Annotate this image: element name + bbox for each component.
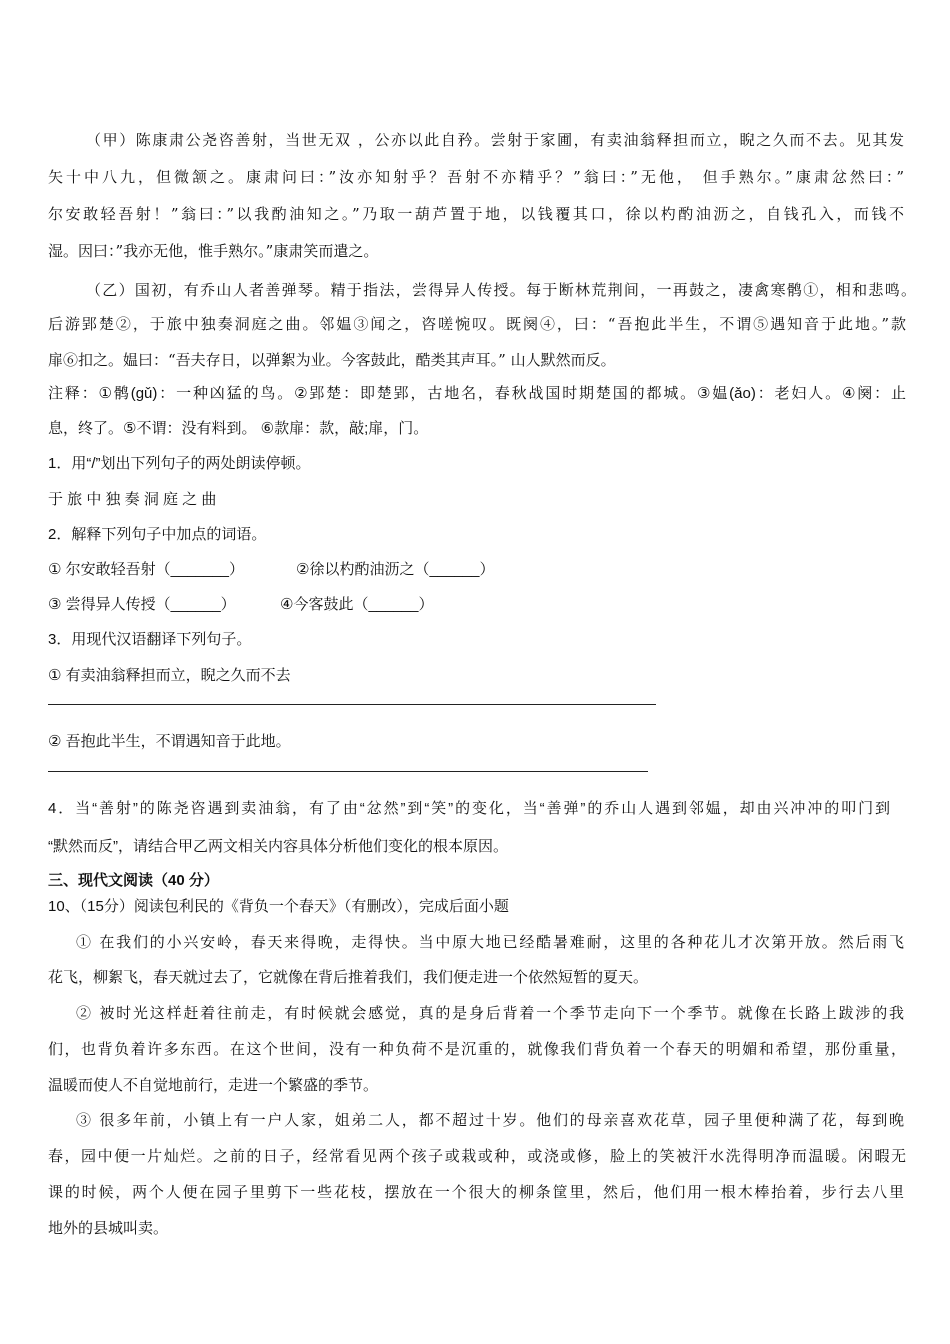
article-line: ③ 很多年前，小镇上有一户人家，姐弟二人，都不超过十岁。他们的母亲喜欢花草，园子里便种满了花，每到晚: [76, 1111, 904, 1129]
question-2-item: ②徐以杓酌油沥之（______）: [296, 561, 495, 578]
question-3: 3．用现代汉语翻译下列句子。: [48, 631, 252, 648]
passage-yi-line: （乙）国初，有乔山人者善弹琴。精于指法，尝得异人传授。每于断林荒荆间，一再鼓之，凄禽寒鹘①，相和悲鸣。: [86, 281, 916, 299]
article-line: 春，园中便一片灿烂。之前的日子，经常看见两个孩子或栽或种，或浇或修，脸上的笑被汗水洗得明净而温暖。闲暇无: [48, 1147, 906, 1165]
question-2: 2．解释下列句子中加点的词语。: [48, 526, 267, 543]
question-10: 10、（15分）阅读包利民的《背负一个春天》（有删改），完成后面小题: [48, 898, 509, 915]
question-2-item: ③ 尝得异人传授（______）: [48, 596, 236, 613]
question-4-line: 4．当“善射”的陈尧咨遇到卖油翁，有了由“忿然”到“笑”的变化，当“善弹”的乔山人遇到邻媪，却由兴冲冲的叩门到: [48, 800, 890, 817]
notes-line: 息，终了。⑤不谓：没有料到。 ⑥款扉：款，敲;扉，门。: [48, 420, 429, 437]
question-2-item: ④今客鼓此（______）: [280, 596, 434, 613]
question-4-line: “默然而反”，请结合甲乙两文相关内容具体分析他们变化的根本原因。: [48, 838, 508, 855]
notes-line: 注释：①鹘(gǔ)：一种凶猛的鸟。②郢楚：即楚郢，古地名，春秋战国时期楚国的都城。③媪(ǎo)：老妇人。④阕：止: [48, 385, 906, 402]
passage-jia-line: 湿。因曰：”我亦无他，惟手熟尔。”康肃笑而遣之。: [48, 242, 379, 260]
section-title: 三、现代文阅读（40 分）: [48, 872, 219, 889]
answer-line: [48, 704, 656, 705]
question-2-item: ① 尔安敢轻吾射（_______）: [48, 561, 245, 578]
answer-line: [48, 771, 648, 772]
passage-yi-line: 扉⑥扣之。媪曰：“吾夫存日，以弹絮为业。今客鼓此，酷类其声耳。” 山人默然而反。: [48, 351, 616, 369]
question-1-sentence: 于 旅 中 独 奏 洞 庭 之 曲: [48, 491, 217, 508]
article-line: ② 被时光这样赶着往前走，有时候就会感觉，真的是身后背着一个季节走向下一个季节。就像在长路上跋涉的我: [76, 1004, 904, 1022]
question-1: 1．用“/”划出下列句子的两处朗读停顿。: [48, 455, 311, 472]
article-line: 花飞，柳絮飞，春天就过去了，它就像在背后推着我们，我们便走进一个依然短暂的夏天。: [48, 968, 649, 986]
question-3-item: ② 吾抱此半生，不谓遇知音于此地。: [48, 733, 291, 750]
passage-jia-line: 矢十中八九，但微颔之。康肃问曰：”汝亦知射乎？吾射不亦精乎？”翁曰：”无他， 但手熟尔。”康肃忿然曰：”: [48, 168, 904, 186]
passage-yi-line: 后游郢楚②，于旅中独奏洞庭之曲。邻媪③闻之，咨嗟惋叹。既阕④，曰：“吾抱此半生，不谓⑤遇知音于此地。”款: [48, 315, 906, 333]
article-line: 地外的县城叫卖。: [48, 1219, 169, 1237]
article-line: ① 在我们的小兴安岭，春天来得晚，走得快。当中原大地已经酷暑难耐，这里的各种花儿才次第开放。然后雨飞: [76, 933, 904, 951]
passage-jia-line: （甲）陈康肃公尧咨善射，当世无双 ，公亦以此自矜。尝射于家圃，有卖油翁释担而立，睨之久而不去。见其发: [86, 131, 904, 149]
article-line: 们，也背负着许多东西。在这个世间，没有一种负荷不是沉重的，就像我们背负着一个春天的明媚和希望，那份重量，: [48, 1040, 906, 1058]
article-line: 温暖而使人不自觉地前行，走进一个繁盛的季节。: [48, 1076, 379, 1094]
passage-jia-line: 尔安敢轻吾射！”翁曰：”以我酌油知之。”乃取一葫芦置于地，以钱覆其口，徐以杓酌油沥之，自钱孔入，而钱不: [48, 205, 904, 223]
question-3-item: ① 有卖油翁释担而立，睨之久而不去: [48, 667, 291, 684]
article-line: 课的时候，两个人便在园子里剪下一些花枝，摆放在一个很大的柳条筐里，然后，他们用一根木棒抬着，步行去八里: [48, 1183, 904, 1201]
